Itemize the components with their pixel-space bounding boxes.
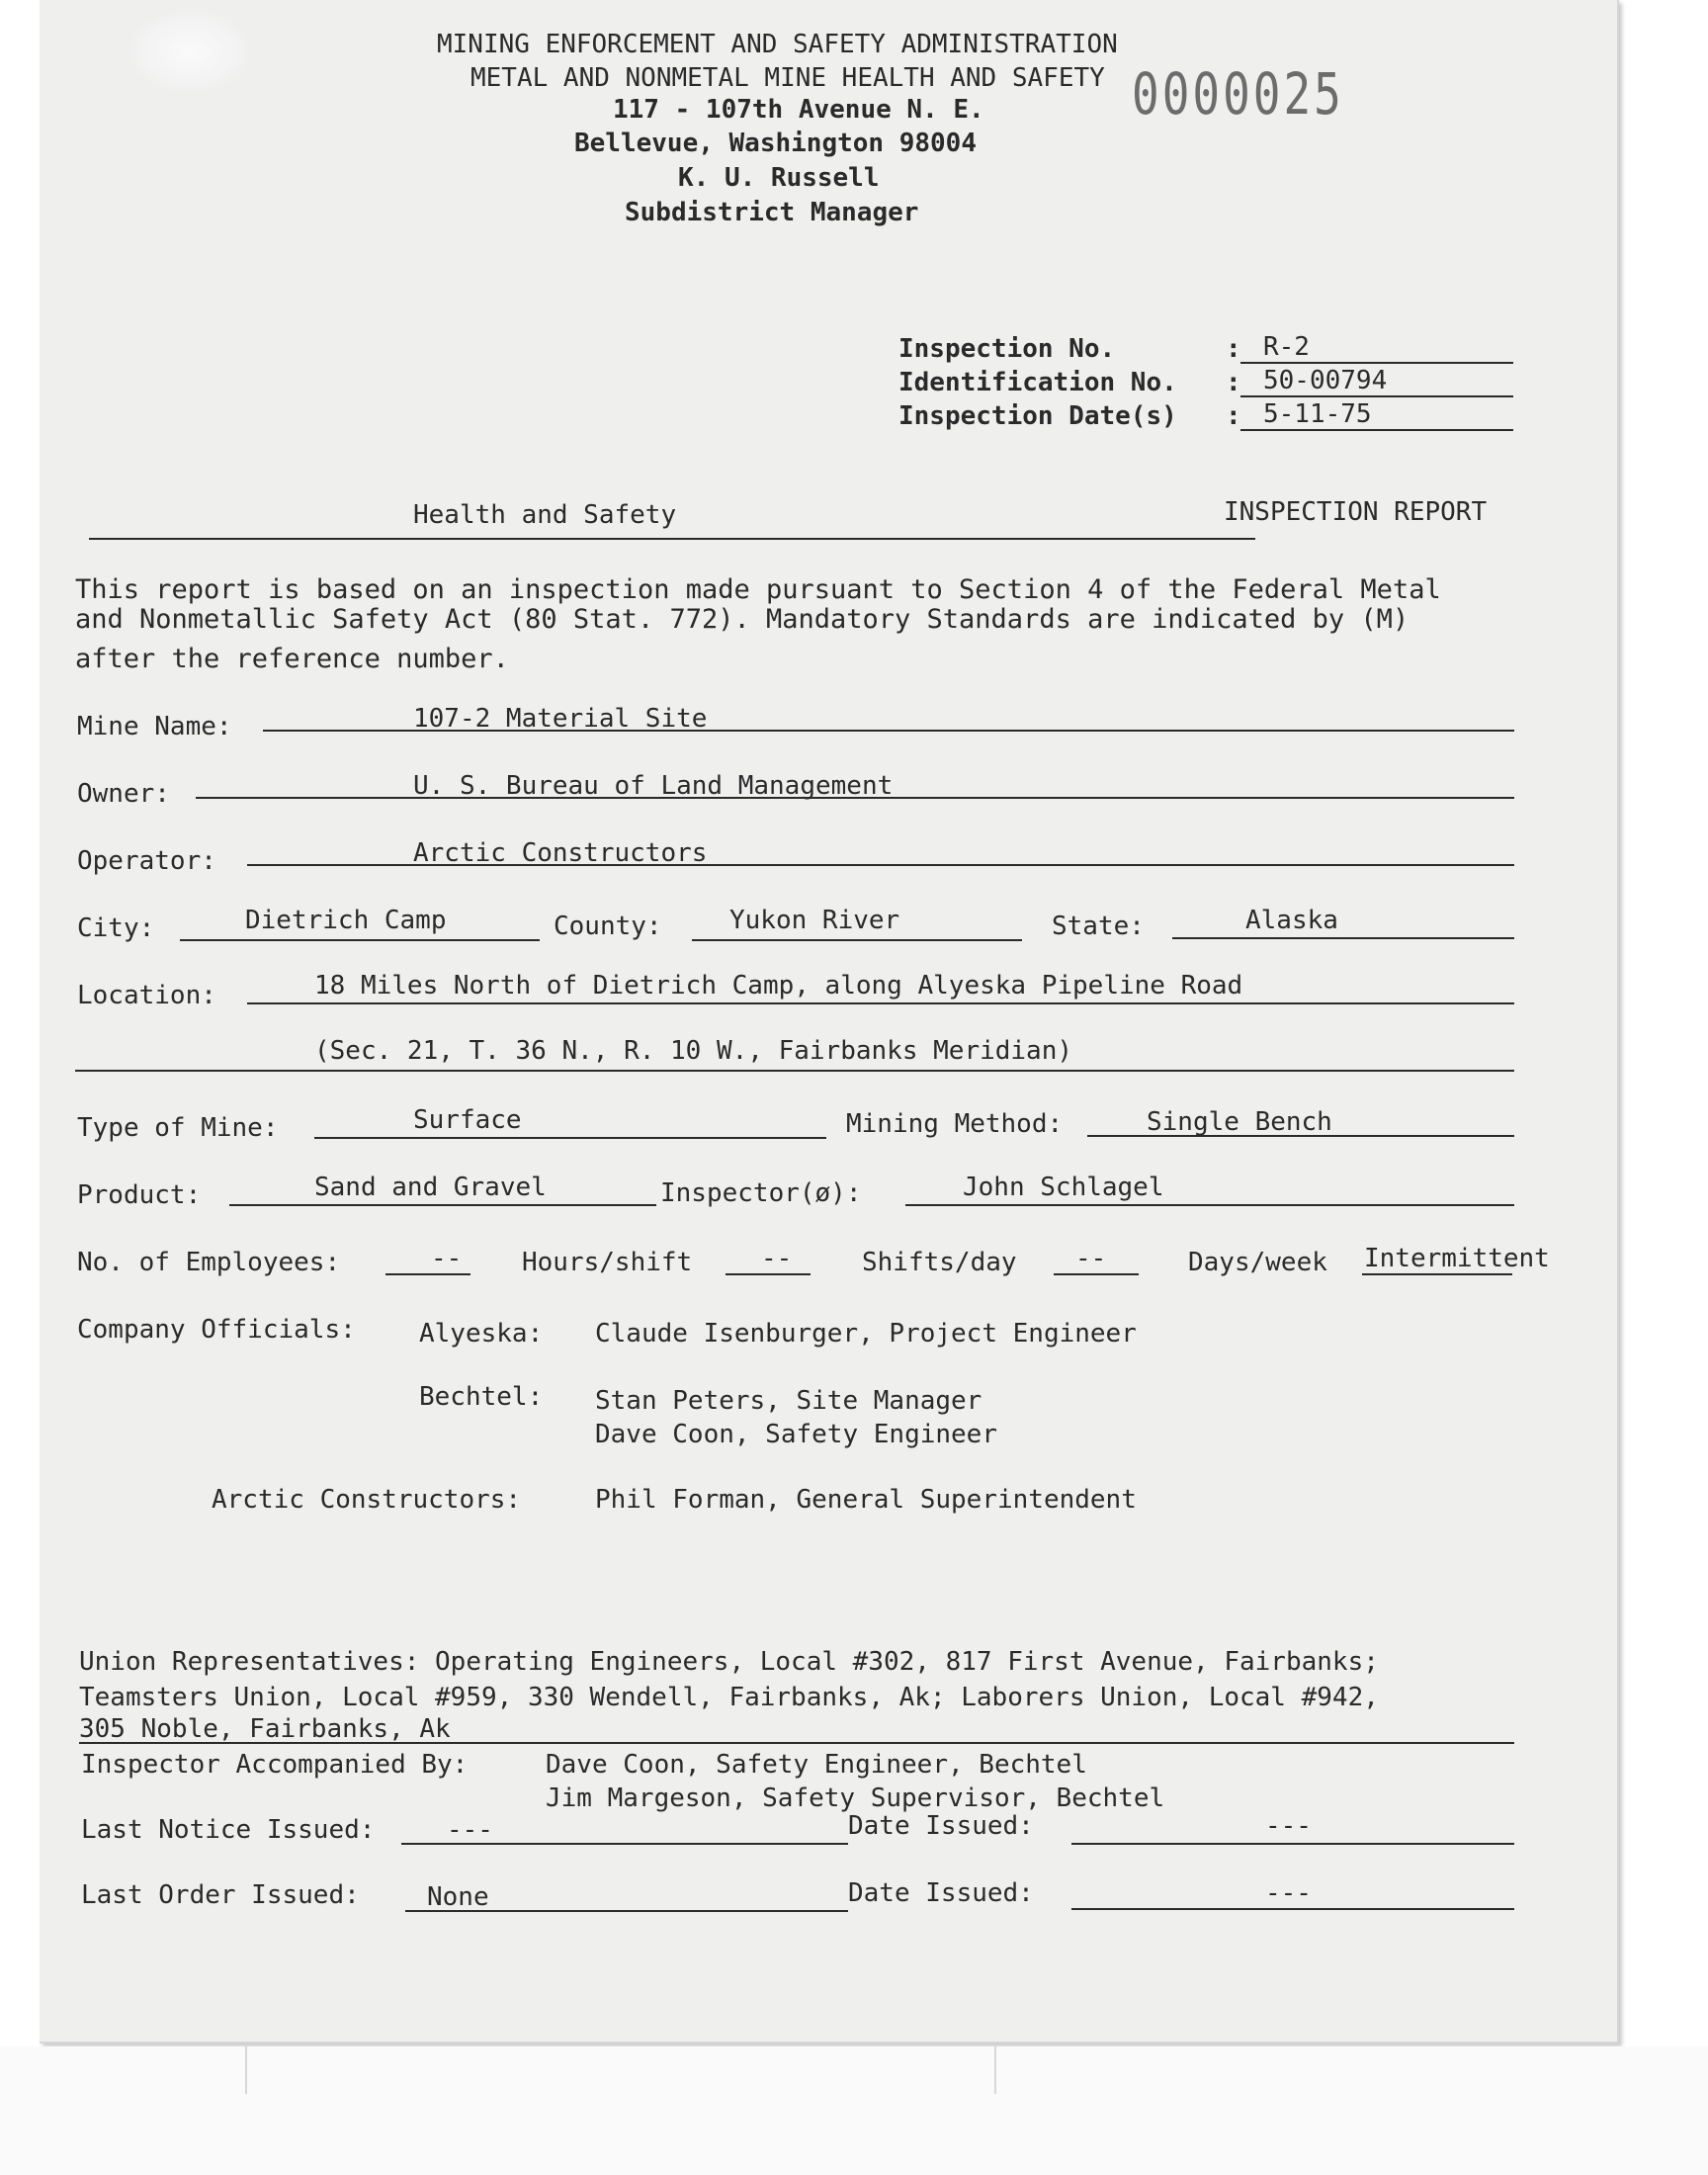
- identification-no-label: Identification No.: [898, 368, 1177, 397]
- days-label: Days/week: [1188, 1248, 1327, 1277]
- report-type-line: [89, 538, 1255, 540]
- colon: :: [1226, 401, 1241, 431]
- paper-smudge: [130, 12, 249, 91]
- state-label: State:: [1052, 912, 1145, 941]
- scan-background: [0, 2046, 1708, 2175]
- shifts-line: [1054, 1273, 1139, 1275]
- intro-line-1: This report is based on an inspection made pursuant to Section 4 of the Federal Metal: [75, 574, 1441, 605]
- city-value: Dietrich Camp: [245, 906, 447, 935]
- arctic-official-1: Phil Forman, General Superintendent: [595, 1485, 1137, 1515]
- accompanied-person-2: Jim Margeson, Safety Supervisor, Bechtel: [546, 1784, 1165, 1813]
- city-label: City:: [77, 914, 155, 943]
- employees-value: --: [431, 1244, 463, 1273]
- scan-artifact: [245, 2044, 247, 2094]
- alyeska-official-1: Claude Isenburger, Project Engineer: [595, 1319, 1137, 1348]
- order-date-value: ---: [1265, 1878, 1312, 1908]
- division-name: METAL AND NONMETAL MINE HEALTH AND SAFETY: [470, 63, 1105, 93]
- identification-no-line: [1240, 395, 1513, 397]
- manager-name: K. U. Russell: [678, 163, 880, 193]
- type-of-mine-label: Type of Mine:: [77, 1113, 279, 1143]
- manager-title: Subdistrict Manager: [625, 198, 919, 227]
- report-title: INSPECTION REPORT: [1224, 497, 1488, 527]
- document-number-stamp: 0000025: [1132, 60, 1344, 128]
- accompanied-label: Inspector Accompanied By:: [81, 1750, 469, 1780]
- union-line-2: Teamsters Union, Local #959, 330 Wendell, Fairbanks, Ak; Laborers Union, Local #942,: [79, 1683, 1379, 1712]
- owner-label: Owner:: [77, 779, 170, 809]
- location-value-1: 18 Miles North of Dietrich Camp, along Alyeska Pipeline Road: [314, 971, 1243, 1000]
- arctic-label: Arctic Constructors:: [212, 1485, 522, 1515]
- report-type: Health and Safety: [413, 500, 677, 530]
- inspection-date-value: 5-11-75: [1263, 399, 1372, 429]
- scan-artifact: [994, 2044, 996, 2094]
- street-address: 117 - 107th Avenue N. E.: [613, 95, 984, 125]
- operator-value: Arctic Constructors: [413, 838, 708, 868]
- operator-label: Operator:: [77, 846, 216, 876]
- type-of-mine-value: Surface: [413, 1105, 522, 1135]
- hours-value: --: [761, 1244, 793, 1273]
- owner-value: U. S. Bureau of Land Management: [413, 771, 894, 801]
- location-line-1: [247, 1002, 1514, 1004]
- union-underline: [79, 1742, 1514, 1744]
- last-notice-label: Last Notice Issued:: [81, 1815, 376, 1845]
- state-line: [1172, 937, 1514, 939]
- inspector-line: [905, 1204, 1514, 1206]
- shifts-label: Shifts/day: [862, 1248, 1017, 1277]
- inspection-no-line: [1240, 362, 1513, 364]
- mining-method-value: Single Bench: [1147, 1107, 1332, 1137]
- mining-method-label: Mining Method:: [846, 1109, 1064, 1139]
- days-value: Intermittent: [1364, 1244, 1550, 1273]
- days-line: [1362, 1273, 1512, 1275]
- company-officials-label: Company Officials:: [77, 1315, 356, 1345]
- last-order-value: None: [427, 1882, 489, 1912]
- employees-label: No. of Employees:: [77, 1248, 341, 1277]
- inspection-date-line: [1240, 429, 1513, 431]
- colon: :: [1226, 368, 1241, 397]
- last-notice-value: ---: [447, 1815, 493, 1845]
- location-line-2: [75, 1070, 1514, 1072]
- union-line-1: Union Representatives: Operating Engineers, Local #302, 817 First Avenue, Fairbanks;: [79, 1647, 1379, 1677]
- identification-no-value: 50-00794: [1263, 366, 1388, 395]
- intro-line-3: after the reference number.: [75, 644, 509, 674]
- colon: :: [1226, 334, 1241, 364]
- notice-date-line: [1071, 1843, 1514, 1845]
- order-date-label: Date Issued:: [848, 1878, 1034, 1908]
- county-value: Yukon River: [729, 906, 900, 935]
- accompanied-person-1: Dave Coon, Safety Engineer, Bechtel: [546, 1750, 1087, 1780]
- last-order-label: Last Order Issued:: [81, 1880, 360, 1910]
- bechtel-label: Bechtel:: [419, 1382, 544, 1412]
- location-label: Location:: [77, 981, 216, 1010]
- intro-line-2: and Nonmetallic Safety Act (80 Stat. 772). Mandatory Standards are indicated by (M): [75, 604, 1409, 635]
- agency-name: MINING ENFORCEMENT AND SAFETY ADMINISTRATION: [437, 30, 1118, 59]
- shifts-value: --: [1075, 1244, 1107, 1273]
- bechtel-official-1: Stan Peters, Site Manager: [595, 1386, 982, 1416]
- bechtel-official-2: Dave Coon, Safety Engineer: [595, 1420, 997, 1449]
- product-line: [229, 1204, 656, 1206]
- alyeska-label: Alyeska:: [419, 1319, 544, 1348]
- mine-name-value: 107-2 Material Site: [413, 704, 708, 734]
- state-value: Alaska: [1245, 906, 1338, 935]
- inspection-no-value: R-2: [1263, 332, 1310, 362]
- product-label: Product:: [77, 1180, 202, 1210]
- hours-label: Hours/shift: [522, 1248, 693, 1277]
- hours-line: [726, 1273, 811, 1275]
- county-label: County:: [554, 912, 662, 941]
- city-address: Bellevue, Washington 98004: [574, 129, 977, 158]
- product-value: Sand and Gravel: [314, 1173, 547, 1202]
- inspector-value: John Schlagel: [963, 1173, 1164, 1202]
- inspection-date-label: Inspection Date(s): [898, 401, 1177, 431]
- inspection-no-label: Inspection No.: [898, 334, 1116, 364]
- city-line: [180, 939, 540, 941]
- employees-line: [385, 1273, 470, 1275]
- union-line-3: 305 Noble, Fairbanks, Ak: [79, 1714, 451, 1744]
- document-page: [40, 0, 1619, 2044]
- county-line: [692, 939, 1022, 941]
- notice-date-label: Date Issued:: [848, 1811, 1034, 1841]
- inspector-label: Inspector(ø):: [660, 1178, 862, 1208]
- mine-name-label: Mine Name:: [77, 712, 232, 741]
- order-date-line: [1071, 1908, 1514, 1910]
- notice-date-value: ---: [1265, 1811, 1312, 1841]
- type-of-mine-line: [314, 1137, 826, 1139]
- location-value-2: (Sec. 21, T. 36 N., R. 10 W., Fairbanks Meridian): [314, 1036, 1073, 1066]
